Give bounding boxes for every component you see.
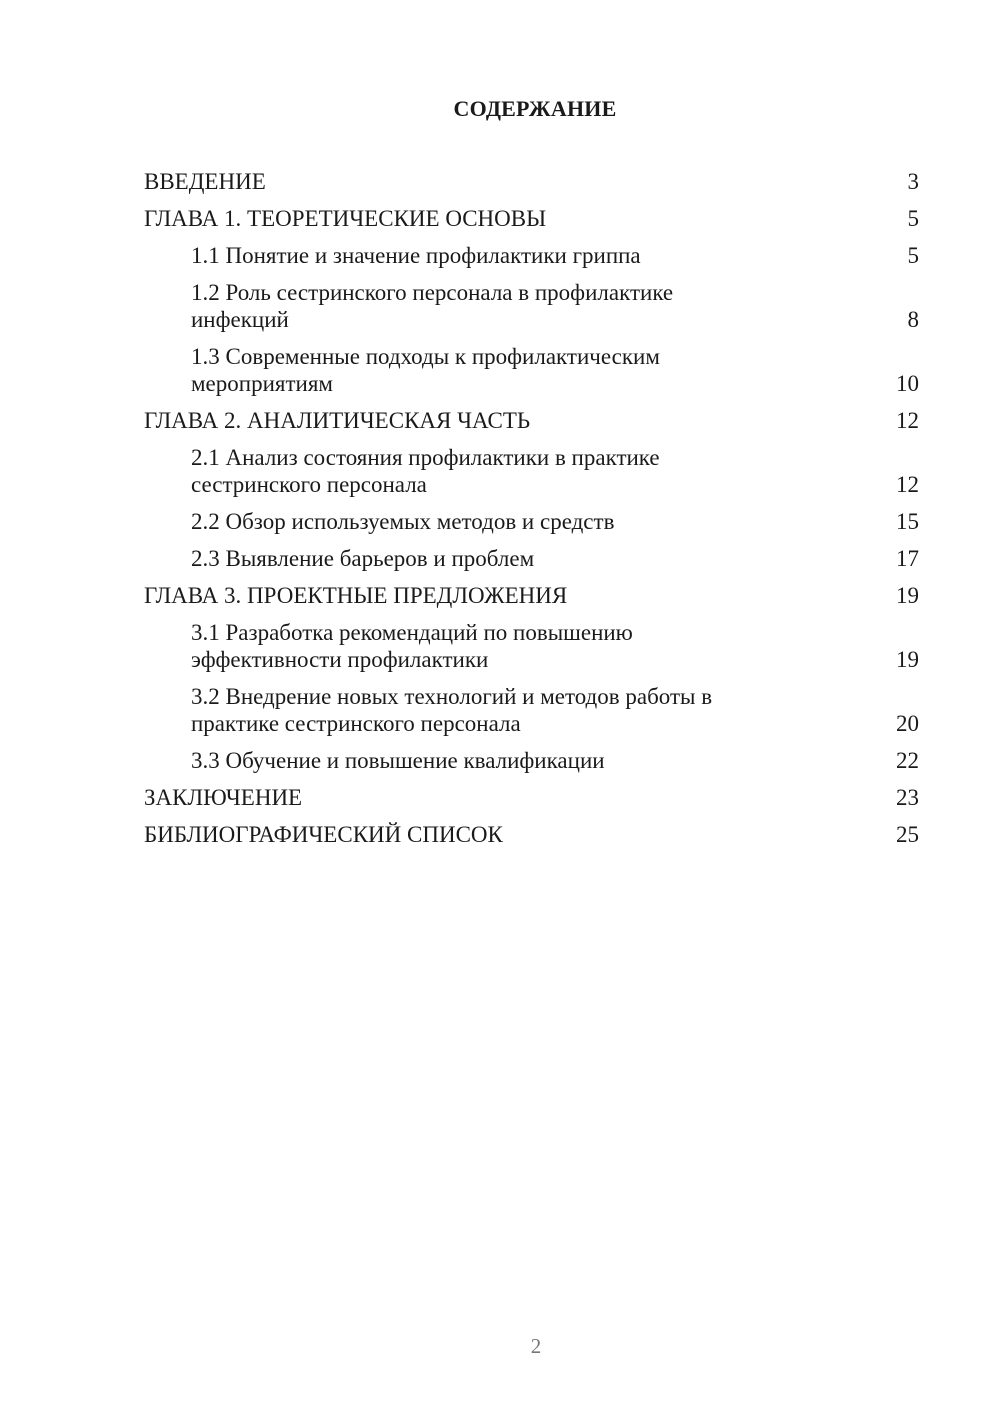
- toc-entry-text: 1.1 Понятие и значение профилактики гриппа: [191, 243, 641, 268]
- toc-entry-page: 22: [896, 748, 919, 773]
- toc-entry-text: ВВЕДЕНИЕ: [144, 169, 266, 194]
- toc-entry-text: 1.2 Роль сестринского персонала в профилактике инфекций: [191, 280, 674, 332]
- toc-entry-section-3-2: [144, 683, 919, 737]
- toc-entry-section-3-1: [144, 619, 919, 673]
- toc-entry-section-1-1: [144, 242, 919, 269]
- toc-entry-text: 2.2 Обзор используемых методов и средств: [191, 509, 615, 534]
- toc-entry-section-3-3: [144, 747, 919, 774]
- toc-entry-text: ГЛАВА 3. ПРОЕКТНЫЕ ПРЕДЛОЖЕНИЯ: [144, 583, 568, 608]
- toc-title: СОДЕРЖАНИЕ: [453, 96, 617, 121]
- toc-entry-page: 3: [907, 169, 919, 194]
- toc-entry-section-1-3: [144, 343, 919, 397]
- toc-entry-page: 12: [896, 472, 919, 497]
- toc-entry-text: БИБЛИОГРАФИЧЕСКИЙ СПИСОК: [144, 822, 503, 847]
- toc-entry-page: 10: [896, 371, 919, 396]
- page-number: 2: [530, 1334, 542, 1358]
- toc-entry-text: 1.3 Современные подходы к профилактическим мероприятиям: [191, 344, 660, 396]
- toc-entry-page: 8: [907, 307, 919, 332]
- toc-entry-page: 5: [907, 206, 919, 231]
- toc-entry-text: ГЛАВА 2. АНАЛИТИЧЕСКАЯ ЧАСТЬ: [144, 408, 531, 433]
- toc-entry-page: 25: [896, 822, 919, 847]
- toc-entry-page: 23: [896, 785, 919, 810]
- toc-entry-chapter-2: [144, 407, 919, 434]
- toc-entry-section-2-1: [144, 444, 919, 498]
- toc-entry-text: 2.3 Выявление барьеров и проблем: [191, 546, 535, 571]
- toc-entry-page: 19: [896, 583, 919, 608]
- toc-entry-bibliography: [144, 821, 919, 848]
- toc-entry-page: 15: [896, 509, 919, 534]
- toc-entry-text: 3.1 Разработка рекомендаций по повышению эффективности профилактики: [191, 620, 633, 672]
- toc-entry-text: 2.1 Анализ состояния профилактики в практике сестринского персонала: [191, 445, 660, 497]
- toc-entry-text: ГЛАВА 1. ТЕОРЕТИЧЕСКИЕ ОСНОВЫ: [144, 206, 547, 231]
- toc-entry-page: 19: [896, 647, 919, 672]
- toc-entry-section-2-2: [144, 508, 919, 535]
- toc-entry-section-1-2: [144, 279, 919, 333]
- toc-entry-page: 5: [907, 243, 919, 268]
- toc-entry-text: 3.2 Внедрение новых технологий и методов работы в практике сестринского персонала: [191, 684, 713, 736]
- toc-entry-page: 17: [896, 546, 919, 571]
- toc-entry-text: ЗАКЛЮЧЕНИЕ: [144, 785, 303, 810]
- table-of-contents: [144, 168, 919, 858]
- toc-entry-page: 20: [896, 711, 919, 736]
- toc-entry-introduction: [144, 168, 919, 195]
- toc-entry-conclusion: [144, 784, 919, 811]
- toc-entry-chapter-3: [144, 582, 919, 609]
- toc-entry-chapter-1: [144, 205, 919, 232]
- toc-entry-text: 3.3 Обучение и повышение квалификации: [191, 748, 605, 773]
- toc-entry-section-2-3: [144, 545, 919, 572]
- toc-entry-page: 12: [896, 408, 919, 433]
